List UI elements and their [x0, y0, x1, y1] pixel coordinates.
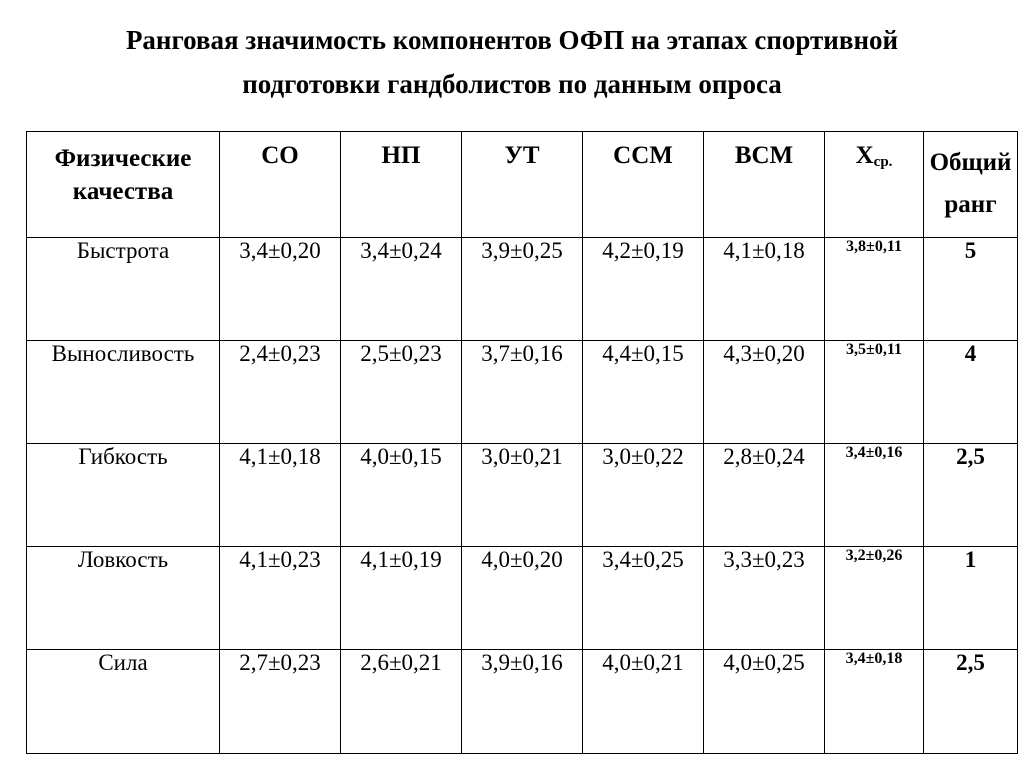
- rank-table: [26, 131, 1018, 754]
- cell-rank: 2,5: [924, 650, 1018, 754]
- cell-vsm: 3,3±0,23: [704, 547, 825, 650]
- header-np: НП: [341, 132, 462, 238]
- cell-ut: 3,0±0,21: [462, 444, 583, 547]
- cell-ssm: 4,2±0,19: [583, 238, 704, 341]
- cell-np: 2,5±0,23: [341, 341, 462, 444]
- cell-np: 2,6±0,21: [341, 650, 462, 754]
- cell-mean: 3,4±0,18: [825, 650, 924, 754]
- header-ut: УТ: [462, 132, 583, 238]
- cell-so: 2,7±0,23: [220, 650, 341, 754]
- header-mean-main: Х: [855, 142, 874, 169]
- cell-so: 4,1±0,23: [220, 547, 341, 650]
- cell-mean: 3,2±0,26: [825, 547, 924, 650]
- cell-np: 3,4±0,24: [341, 238, 462, 341]
- cell-so: 2,4±0,23: [220, 341, 341, 444]
- header-so: СО: [220, 132, 341, 238]
- cell-rank: 1: [924, 547, 1018, 650]
- cell-rank: 4: [924, 341, 1018, 444]
- cell-ut: 3,9±0,25: [462, 238, 583, 341]
- table-row: [27, 547, 1018, 650]
- cell-vsm: 2,8±0,24: [704, 444, 825, 547]
- cell-quality: Гибкость: [27, 444, 220, 547]
- cell-vsm: 4,3±0,20: [704, 341, 825, 444]
- cell-mean: 3,8±0,11: [825, 238, 924, 341]
- cell-rank: 5: [924, 238, 1018, 341]
- title-line-1: Ранговая значимость компонентов ОФП на этапах спортивной: [125, 25, 899, 55]
- cell-ssm: 3,0±0,22: [583, 444, 704, 547]
- cell-mean: 3,5±0,11: [825, 341, 924, 444]
- header-ssm: ССМ: [583, 132, 704, 238]
- header-row: [27, 132, 1018, 238]
- cell-ssm: 4,4±0,15: [583, 341, 704, 444]
- cell-np: 4,0±0,15: [341, 444, 462, 547]
- cell-ut: 3,9±0,16: [462, 650, 583, 754]
- table-row: [27, 650, 1018, 754]
- cell-rank: 2,5: [924, 444, 1018, 547]
- header-quality: Физические качества: [27, 132, 220, 238]
- table-body: [27, 238, 1018, 754]
- cell-quality: Ловкость: [27, 547, 220, 650]
- header-overall-rank: Общий ранг: [924, 132, 1018, 238]
- cell-quality: Сила: [27, 650, 220, 754]
- cell-ssm: 3,4±0,25: [583, 547, 704, 650]
- cell-ut: 4,0±0,20: [462, 547, 583, 650]
- cell-quality: Выносливость: [27, 341, 220, 444]
- cell-vsm: 4,0±0,25: [704, 650, 825, 754]
- title-line-2: подготовки гандболистов по данным опроса: [242, 69, 782, 99]
- header-mean-sub: ср.: [873, 154, 893, 170]
- cell-ut: 3,7±0,16: [462, 341, 583, 444]
- cell-so: 3,4±0,20: [220, 238, 341, 341]
- cell-quality: Быстрота: [27, 238, 220, 341]
- cell-so: 4,1±0,18: [220, 444, 341, 547]
- cell-vsm: 4,1±0,18: [704, 238, 825, 341]
- table-row: [27, 238, 1018, 341]
- cell-np: 4,1±0,19: [341, 547, 462, 650]
- table-row: [27, 444, 1018, 547]
- header-mean: [825, 132, 924, 238]
- cell-mean: 3,4±0,16: [825, 444, 924, 547]
- table-row: [27, 341, 1018, 444]
- page-title: [0, 18, 1024, 106]
- cell-ssm: 4,0±0,21: [583, 650, 704, 754]
- header-vsm: ВСМ: [704, 132, 825, 238]
